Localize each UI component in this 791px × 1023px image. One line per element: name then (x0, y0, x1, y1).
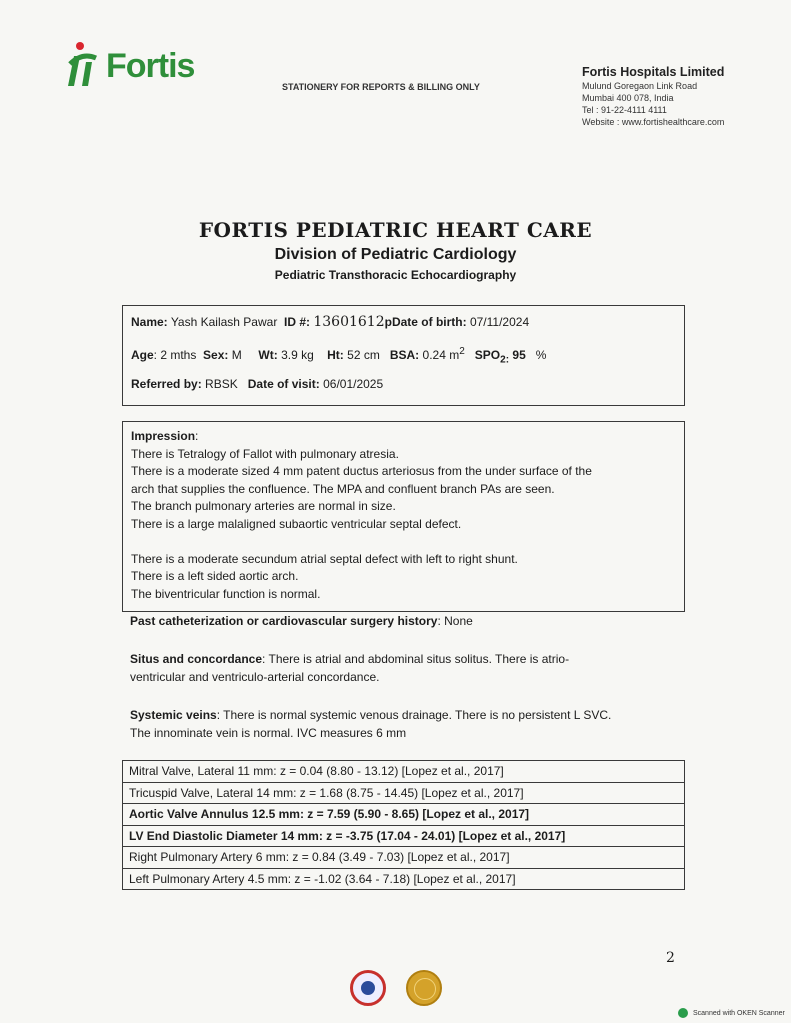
impression-line: There is a moderate sized 4 mm patent ductus arteriosus from the under surface of the (131, 464, 592, 478)
scanner-icon (678, 1008, 688, 1018)
dob-label: pDate of birth: (384, 315, 467, 329)
patient-info-box (122, 305, 685, 406)
table-row (123, 868, 685, 890)
bsa-superscript: 2 (459, 346, 465, 357)
impression-line: The branch pulmonary arteries are normal in size. (131, 499, 396, 513)
gold-seal-icon (406, 970, 442, 1006)
hospital-address-block (582, 64, 724, 128)
name-label: Name: (131, 315, 168, 329)
patient-row-2 (131, 346, 546, 365)
spo2-subscript: 2: (500, 354, 510, 366)
veins-line1: : There is normal systemic venous drainage. There is no persistent L SVC. (216, 708, 612, 722)
patient-row-3 (131, 377, 383, 391)
wt-value: 3.9 kg (281, 348, 314, 362)
impression-box (122, 421, 685, 612)
age-label: Age (131, 348, 154, 362)
report-title: FORTIS PEDIATRIC HEART CARE (198, 218, 593, 242)
hospital-website: Website : www.fortishealthcare.com (582, 117, 725, 127)
spo2-unit: % (535, 348, 547, 362)
report-title-block (0, 218, 791, 282)
measurement-tricuspid: Tricuspid Valve, Lateral 14 mm: z = 1.68 (8.75 - 14.45) [Lopez et al., 2017] (123, 782, 685, 804)
sex-value: M (231, 348, 242, 362)
veins-label: Systemic veins (130, 708, 217, 722)
impression-colon: : (195, 429, 199, 443)
impression-line: The biventricular function is normal. (131, 586, 321, 601)
hospital-address-line2: Mumbai 400 078, India (582, 93, 674, 103)
table-row (123, 782, 685, 804)
table-row (123, 847, 685, 869)
measurement-aortic: Aortic Valve Annulus 12.5 mm: z = 7.59 (5.90 - 8.65) [Lopez et al., 2017] (123, 804, 685, 826)
study-title: Pediatric Transthoracic Echocardiography (274, 268, 517, 282)
id-value: 13601612 (313, 314, 385, 330)
age-value: : 2 mths (153, 348, 197, 362)
sex-label: Sex: (203, 348, 229, 362)
wt-label: Wt: (258, 348, 278, 362)
bsa-label: BSA: (389, 348, 420, 362)
measurements-table (122, 760, 685, 890)
stationery-note: STATIONERY FOR REPORTS & BILLING ONLY (282, 82, 480, 92)
table-row (123, 804, 685, 826)
veins-section (130, 707, 690, 742)
referred-label: Referred by: (131, 377, 202, 391)
fortis-logo-icon (62, 42, 104, 90)
ht-value: 52 cm (347, 348, 380, 362)
table-row (123, 825, 685, 847)
history-section (130, 613, 690, 631)
ht-label: Ht: (327, 348, 344, 362)
measurement-rpa: Right Pulmonary Artery 6 mm: z = 0.84 (3.49 - 7.03) [Lopez et al., 2017] (123, 847, 685, 869)
patient-row-1 (131, 314, 529, 330)
division-title: Division of Pediatric Cardiology (274, 246, 517, 263)
measurement-mitral: Mitral Valve, Lateral 11 mm: z = 0.04 (8.80 - 13.12) [Lopez et al., 2017] (123, 761, 685, 783)
scanner-watermark (678, 1008, 785, 1018)
dob-value: 07/11/2024 (469, 315, 530, 329)
id-label: ID #: (283, 315, 310, 329)
name-value: Yash Kailash Pawar (170, 315, 278, 329)
impression-line: There is a left sided aortic arch. (131, 569, 299, 583)
history-value: : None (437, 614, 473, 628)
spo2-label: SPO (474, 348, 501, 362)
hospital-address-line1: Mulund Goregaon Link Road (582, 81, 698, 91)
history-label: Past catheterization or cardiovascular surgery history (130, 614, 438, 628)
impression-line: There is a moderate secundum atrial septal defect with left to right shunt. (131, 551, 518, 566)
measurement-lv: LV End Diastolic Diameter 14 mm: z = -3.75 (17.04 - 24.01) [Lopez et al., 2017] (123, 825, 685, 847)
scanner-text: Scanned with OKEN Scanner (693, 1009, 785, 1017)
visit-value: 06/01/2025 (323, 377, 384, 391)
table-row (123, 761, 685, 783)
fortis-logo (62, 42, 194, 90)
situs-label: Situs and concordance (130, 652, 263, 666)
bsa-value: 0.24 m (422, 348, 460, 362)
accreditation-seal-icon (350, 970, 386, 1006)
hospital-name: Fortis Hospitals Limited (582, 65, 725, 79)
situs-line2: ventricular and ventriculo-arterial concordance. (130, 669, 380, 684)
spo2-value: 95 (512, 348, 526, 362)
impression-line: There is Tetralogy of Fallot with pulmonary atresia. (131, 446, 399, 461)
logo-text: Fortis (106, 46, 195, 85)
measurement-lpa: Left Pulmonary Artery 4.5 mm: z = -1.02 (3.64 - 7.18) [Lopez et al., 2017] (123, 868, 685, 890)
impression-line: arch that supplies the confluence. The MPA and confluent branch PAs are seen. (131, 481, 555, 496)
hospital-tel: Tel : 91-22-4111 4111 (582, 105, 667, 115)
impression-label: Impression (131, 429, 196, 443)
situs-line1: : There is atrial and abdominal situs solitus. There is atrio- (262, 652, 570, 666)
page-number: 2 (666, 950, 675, 966)
situs-section (130, 651, 690, 686)
veins-line2: The innominate vein is normal. IVC measures 6 mm (130, 725, 407, 740)
referred-value: RBSK (205, 377, 238, 391)
impression-line: There is a large malaligned subaortic ventricular septal defect. (131, 516, 462, 531)
visit-label: Date of visit: (247, 377, 320, 391)
